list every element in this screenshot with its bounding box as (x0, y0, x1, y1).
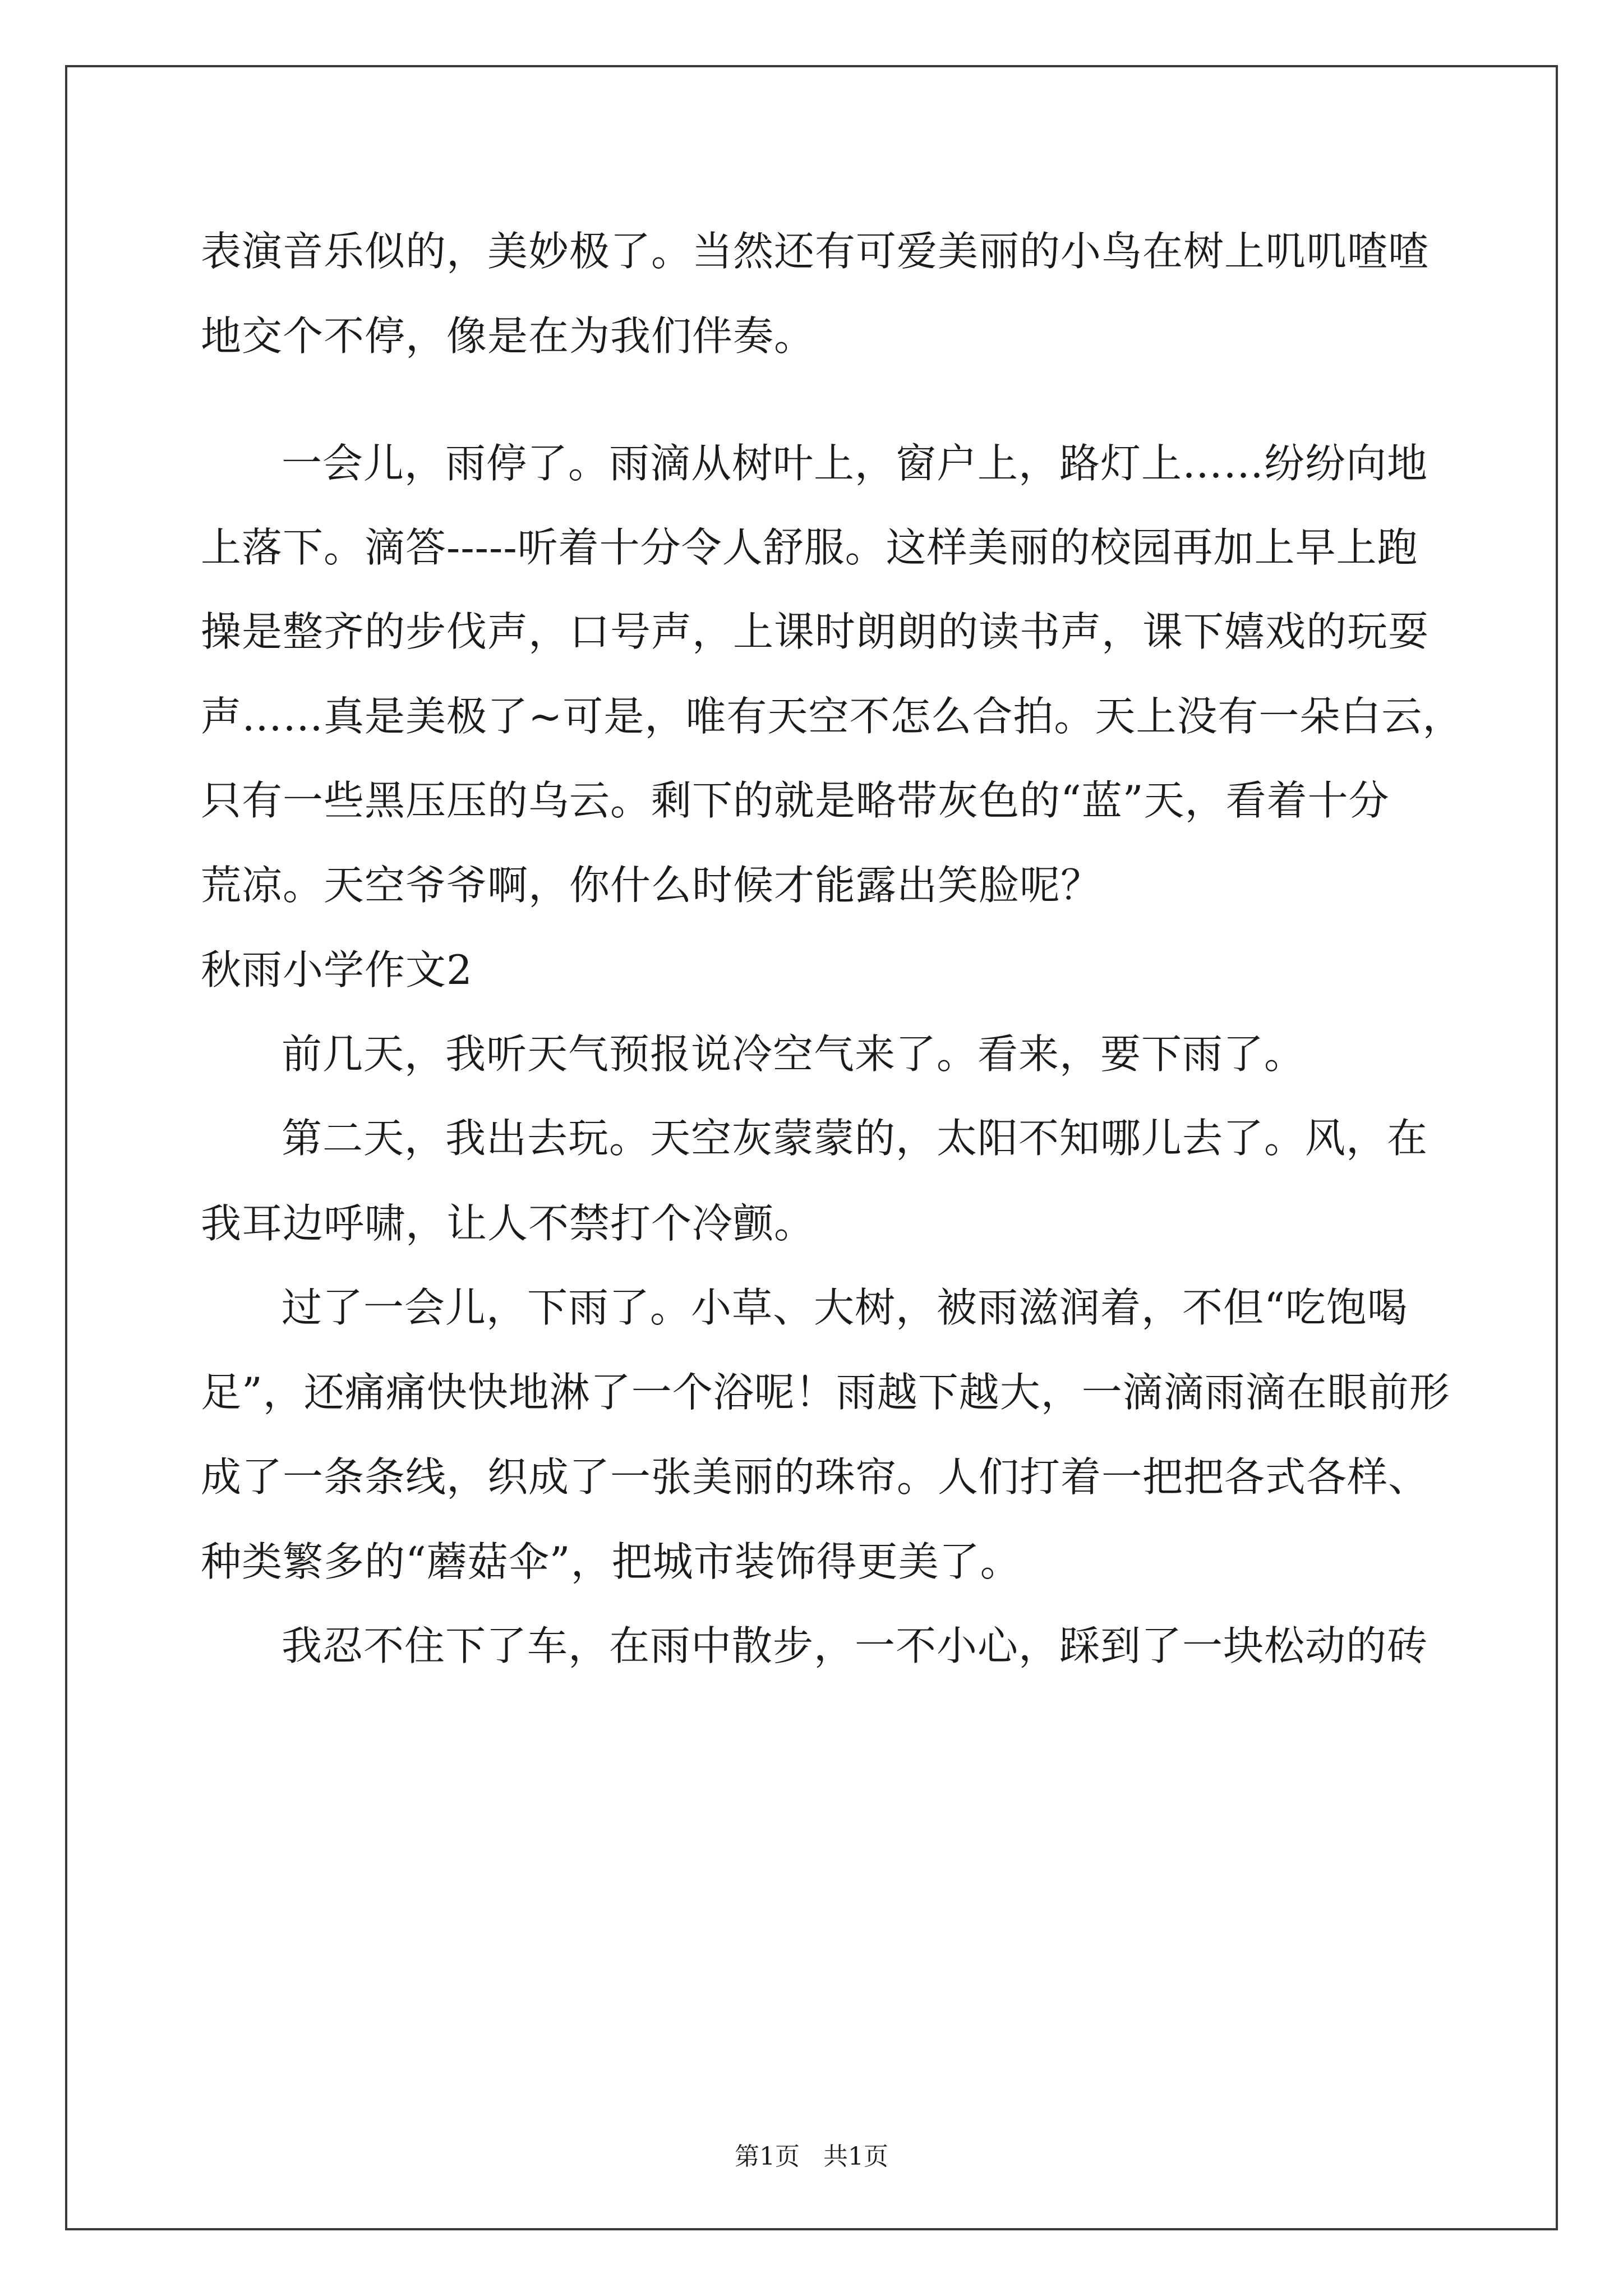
text-line: 成了一条条线，织成了一张美丽的珠帘。人们打着一把把各式各样、 (201, 1453, 1430, 1501)
text-line: 上落下。滴答-----听着十分令人舒服。这样美丽的校园再加上早上跑 (201, 524, 1418, 571)
text-line: 我忍不住下了车，在雨中散步，一不小心，踩到了一块松动的砖 (282, 1622, 1428, 1669)
text-line: 足”，还痛痛快快地淋了一个浴呢！雨越下越大，一滴滴雨滴在眼前形 (201, 1369, 1450, 1416)
text-line: 过了一会儿，下雨了。小草、大树，被雨滋润着，不但“吃饱喝 (282, 1284, 1408, 1331)
section-heading: 秋雨小学作文2 (201, 946, 473, 993)
text-line: 只有一些黑压压的乌云。剩下的就是略带灰色的“蓝”天，看着十分 (201, 777, 1390, 824)
text-line: 我耳边呼啸，让人不禁打个冷颤。 (201, 1200, 815, 1247)
text-line: 声……真是美极了~可是，唯有天空不怎么合拍。天上没有一朵白云， (201, 693, 1464, 740)
text-line: 操是整齐的步伐声，口号声，上课时朗朗的读书声，课下嬉戏的玩耍 (201, 608, 1430, 655)
text-line: 荒凉。天空爷爷啊，你什么时候才能露出笑脸呢？ (201, 862, 1102, 909)
text-line: 种类繁多的“蘑菇伞”，把城市装饰得更美了。 (201, 1538, 1021, 1585)
text-line: 前几天，我听天气预报说冷空气来了。看来，要下雨了。 (282, 1030, 1306, 1078)
text-line: 第二天，我出去玩。天空灰蒙蒙的，太阳不知哪儿去了。风，在 (282, 1115, 1428, 1162)
page-number-footer: 第1页 共1页 (735, 2142, 888, 2171)
text-line: 表演音乐似的，美妙极了。当然还有可爱美丽的小鸟在树上叽叽喳喳 (201, 228, 1430, 275)
text-line: 地交个不停，像是在为我们伴奏。 (201, 312, 815, 360)
text-line: 一会儿，雨停了。雨滴从树叶上，窗户上，路灯上……纷纷向地 (282, 440, 1428, 487)
